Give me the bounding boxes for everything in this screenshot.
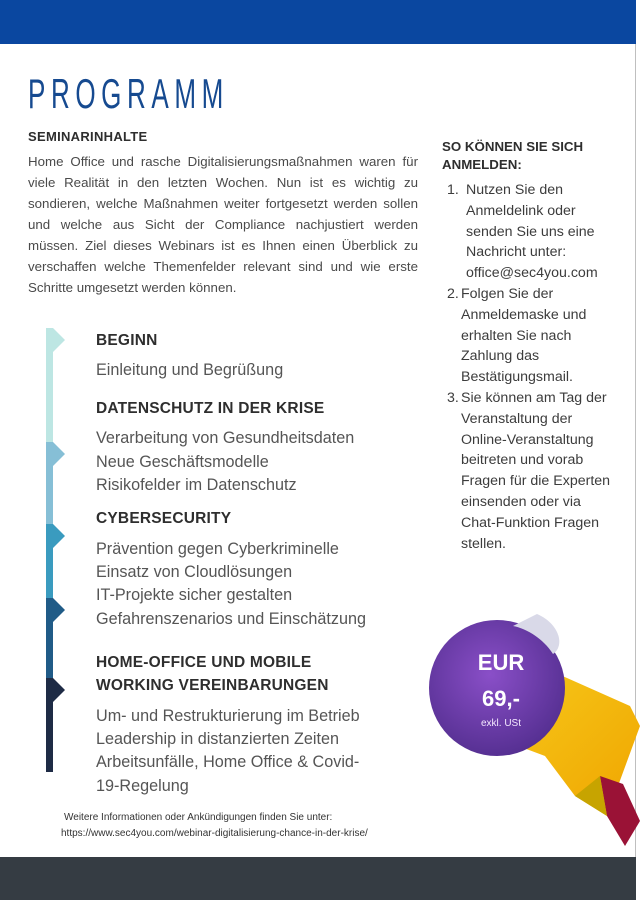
registration-steps	[447, 180, 617, 554]
step-number: 1.	[447, 182, 459, 198]
timeline-segment-1	[46, 328, 53, 442]
price-text	[458, 648, 544, 714]
registration-step	[447, 284, 617, 388]
agenda-title-datenschutz: DATENSCHUTZ IN DER KRISE	[96, 400, 325, 417]
agenda-item: Gefahrenszenarios und Einschätzung	[96, 610, 366, 628]
agenda-timeline	[46, 328, 86, 772]
agenda-item: Einleitung und Begrüßung	[96, 361, 284, 379]
agenda-item: 19-Regelung	[96, 777, 189, 795]
registration-step	[447, 388, 617, 554]
agenda-item: IT-Projekte sicher gestalten	[96, 586, 293, 604]
agenda-item: Risikofelder im Datenschutz	[96, 476, 297, 494]
timeline-segment-2	[46, 442, 53, 524]
timeline-arrow-4	[53, 598, 65, 622]
price-currency: EUR	[477, 650, 525, 675]
seminar-heading: SEMINARINHALTE	[28, 129, 148, 144]
timeline-segment-5	[46, 678, 53, 772]
timeline-arrow-1	[53, 328, 65, 352]
price-tax-note: exkl. USt	[480, 718, 521, 729]
footer-text: Weitere Informationen oder Ankündigungen finden Sie unter:	[64, 812, 333, 823]
agenda-item: Neue Geschäftsmodelle	[96, 453, 269, 471]
agenda-item: Verarbeitung von Gesundheitsdaten	[96, 429, 355, 447]
agenda-item: Prävention gegen Cyberkriminelle	[96, 540, 339, 558]
footer-info	[61, 810, 368, 842]
agenda-title-beginn: BEGINN	[96, 332, 158, 349]
timeline-arrow-5	[53, 678, 65, 702]
step-text: Sie können am Tag der Veranstaltung der Online-Veranstaltung beitreten und vorab Fragen für die Experten einsenden oder via Chat-Funktion Fragen stellen.	[461, 389, 611, 552]
step-text: Folgen Sie der Anmeldemaske und erhalten Sie nach Zahlung das Bestätigungsmail.	[461, 285, 587, 386]
agenda-title-cybersecurity: CYBERSECURITY	[96, 510, 232, 527]
step-number: 3.	[447, 389, 459, 406]
agenda-title-homeoffice-line1: HOME-OFFICE UND MOBILE	[96, 654, 312, 671]
agenda-item: Um- und Restrukturierung im Betrieb	[96, 707, 360, 725]
price-amount: 69,-	[482, 686, 520, 711]
top-banner	[0, 0, 636, 44]
step-number: 2.	[447, 285, 459, 302]
registration-heading: SO KÖNNEN SIE SICH ANMELDEN:	[442, 139, 584, 172]
page-title: PROGRAMM	[28, 70, 229, 117]
price-badge	[425, 606, 640, 856]
timeline-arrow-2	[53, 442, 65, 466]
bottom-banner	[0, 857, 636, 900]
price-badge-graphic	[425, 606, 640, 856]
footer-link[interactable]: https://www.sec4you.com/webinar-digitalisierung-chance-in-der-krise/	[61, 828, 368, 839]
agenda-item: Leadership in distanzierten Zeiten	[96, 730, 339, 748]
timeline-segment-4	[46, 598, 53, 678]
seminar-description: Home Office und rasche Digitalisierungsmaßnahmen waren für viele Realität in den letzten Wochen. Nun ist es wichtig zu sondieren, welche Maßnahmen weiter fortgesetzt werden sollen und welche aus Sicht der Compliance nachjustiert werden müssen. Ziel dieses Webinars ist es Ihnen einen Überblick zu verschaffen welche Themenfelder relevant sind und wie erste Schritte umgesetzt werden können.	[28, 154, 418, 295]
agenda-item: Arbeitsunfälle, Home Office & Covid-	[96, 753, 360, 771]
timeline-segment-3	[46, 524, 53, 598]
step-text: Nutzen Sie den Anmeldelink oder senden Sie uns eine Nachricht unter: office@sec4you.com	[466, 182, 598, 282]
agenda-item: Einsatz von Cloudlösungen	[96, 563, 293, 581]
timeline-arrow-3	[53, 524, 65, 548]
agenda-title-homeoffice-line2: WORKING VEREINBARUNGEN	[96, 677, 329, 694]
registration-step	[447, 180, 617, 284]
